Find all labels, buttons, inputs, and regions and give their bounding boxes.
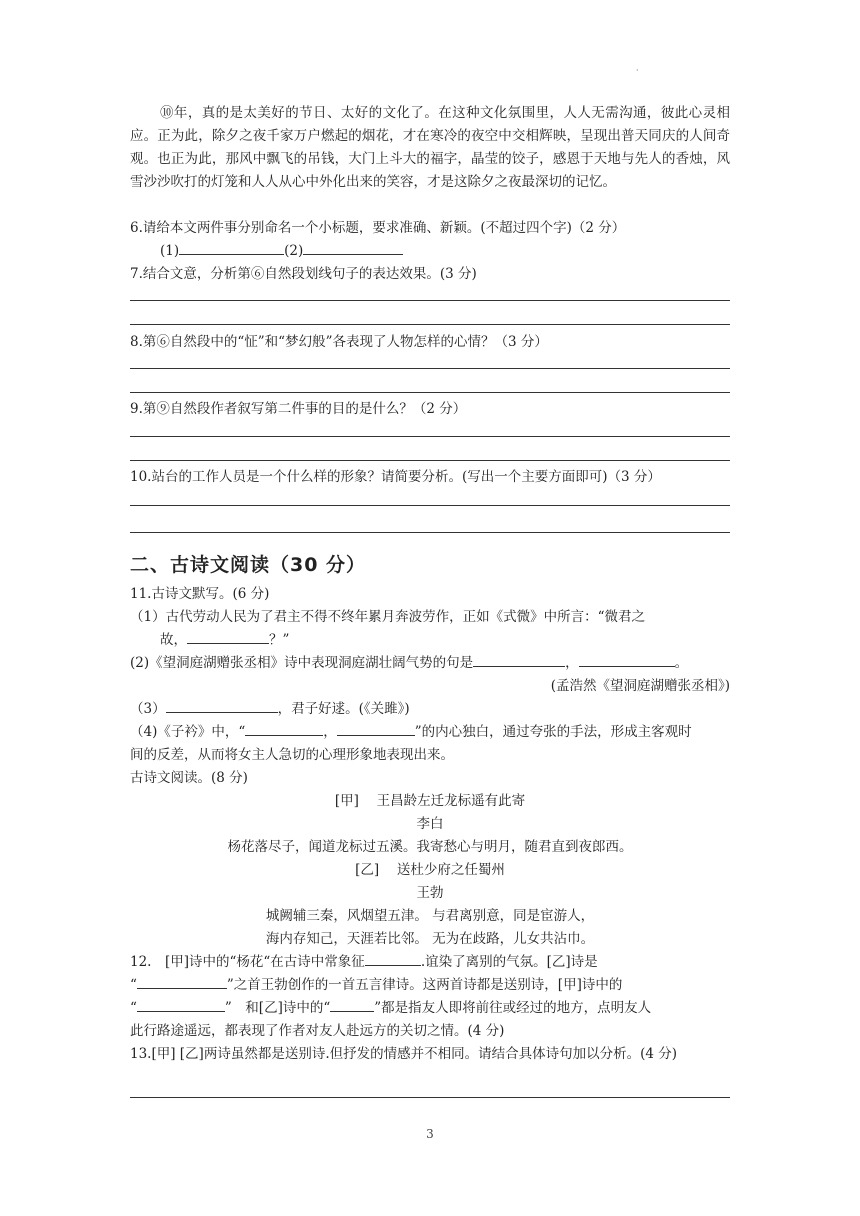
question-12-line3 [130, 997, 651, 1020]
question-6-blanks [160, 240, 403, 263]
question-12-line1 [130, 951, 598, 974]
question-11-4-line1 [130, 721, 692, 744]
answer-blank[interactable] [137, 974, 227, 989]
answer-blank[interactable] [187, 629, 269, 644]
answer-blank[interactable] [473, 652, 565, 667]
poem-2-author: 王勃 [416, 885, 444, 901]
question-8: 8.第⑥自然段中的“怔”和“梦幻般”各表现了人物怎样的心情？（3 分） [130, 334, 548, 350]
question-11-4-line2: 间的反差，从而将女主人急切的心理形象地表现出来。 [130, 747, 454, 763]
text: ”的内心独白，通过夸张的手法，形成主客观时 [414, 724, 692, 740]
question-11: 11.古诗文默写。(6 分) [130, 586, 270, 602]
text: “ [130, 977, 137, 993]
text: ？” [269, 632, 290, 648]
answer-blank[interactable] [330, 997, 374, 1012]
text: ， [565, 655, 579, 671]
blank-1-label: (1) [160, 243, 180, 259]
question-11-1-line1: （1）古代劳动人民为了君主不得不终年累月奔波劳作，正如《式微》中所言：“微君之 [130, 609, 645, 625]
answer-blank-2[interactable] [303, 240, 403, 255]
text: 。 [674, 655, 689, 671]
answer-line[interactable] [130, 300, 730, 301]
question-11-2-source: (孟浩然《望洞庭湖赠张丞相》) [550, 678, 730, 694]
text: 故， [160, 632, 187, 648]
text: (2)《望洞庭湖赠张丞相》诗中表现洞庭湖壮阔气势的句是 [130, 655, 474, 671]
answer-line[interactable] [130, 532, 730, 533]
paragraph-10: ⑩年，真的是太美好的节日、太好的文化了。在这种文化氛围里，人人无需沟通，彼此心灵相应。正为此，除夕之夜千家万户燃起的烟花，才在寒冷的夜空中交相辉映，呈现出普天同庆的人间奇观。也正为此，那风中飘飞的吊钱，大门上斗大的福字，晶莹的饺子，感恩于天地与先人的香烛，风雪沙沙吹打的灯笼和人人从心中外化出来的笑容，才是这除夕之夜最深切的记忆。 [130, 105, 730, 190]
answer-blank-1[interactable] [179, 240, 284, 255]
question-12-line4: 此行路途遥远，都表现了作者对友人赴远方的关切之情。(4 分) [130, 1023, 505, 1039]
poem-reading-intro: 古诗文阅读。(8 分) [130, 770, 248, 786]
text: ， [323, 724, 337, 740]
answer-blank[interactable] [579, 652, 675, 667]
question-10: 10.站台的工作人员是一个什么样的形象？请简要分析。(写出一个主要方面即可)（3 分） [130, 469, 661, 485]
answer-blank[interactable] [137, 997, 225, 1012]
text: ” 和[乙]诗中的“ [224, 1000, 331, 1016]
question-12-line2 [130, 974, 622, 997]
text: .谊染了离别的气氛。[乙]诗是 [420, 954, 598, 970]
text: ”都是指友人即将前往或经过的地方，点明友人 [374, 1000, 652, 1016]
answer-blank[interactable] [337, 721, 415, 736]
question-11-2 [130, 652, 688, 675]
question-7: 7.结合文意，分析第⑥自然段划线句子的表达效果。(3 分) [130, 266, 477, 282]
poem-2-line-2: 海内存知己，天涯若比邻。 无为在歧路，儿女共沾巾。 [265, 931, 595, 947]
question-13: 13.[甲] [乙]两诗虽然都是送别诗.但抒发的情感并不相同。请结合具体诗句加以分析。(4 分) [130, 1046, 678, 1062]
answer-line[interactable] [130, 505, 730, 506]
text: 12. [甲]诗中的“杨花“在古诗中常象征 [130, 954, 365, 970]
text: “ [130, 1000, 137, 1016]
question-6: 6.请给本文两件事分别命名一个小标题，要求准确、新颖。(不超过四个字)（2 分） [130, 220, 626, 236]
text: ，君子好逑。(《关雎》) [277, 701, 410, 717]
blank-2-label: (2) [284, 243, 304, 259]
question-11-1-line2 [160, 629, 289, 652]
corner-mark: · [636, 66, 639, 75]
poem-2-line-1: 城阙辅三秦，风烟望五津。 与君离别意，同是宦游人， [265, 908, 595, 924]
answer-line[interactable] [130, 324, 730, 325]
answer-blank[interactable] [365, 951, 421, 966]
poem-2-title: [乙] 送杜少府之任蜀州 [355, 862, 505, 878]
answer-line[interactable] [130, 460, 730, 461]
question-9: 9.第⑨自然段作者叙写第二件事的目的是什么？（2 分） [130, 401, 467, 417]
text: ”之首王勃创作的一首五言律诗。这两首诗都是送别诗，[甲]诗中的 [226, 977, 623, 993]
answer-line[interactable] [130, 1097, 730, 1098]
text: （3） [130, 701, 166, 717]
poem-1-author: 李白 [416, 816, 444, 832]
answer-line[interactable] [130, 436, 730, 437]
poem-1-text: 杨花落尽子，闻道龙标过五溪。我寄愁心与明月，随君直到夜郎西。 [227, 839, 633, 855]
answer-blank[interactable] [245, 721, 323, 736]
question-11-3 [130, 698, 410, 721]
answer-blank[interactable] [166, 698, 278, 713]
poem-1-title: [甲] 王昌龄左迁龙标遥有此寄 [334, 793, 526, 809]
section-heading: 二、古诗文阅读（30 分） [130, 554, 367, 576]
page-number: 3 [426, 1127, 434, 1141]
answer-line[interactable] [130, 392, 730, 393]
answer-line[interactable] [130, 368, 730, 369]
text: （4)《子衿》中，“ [130, 724, 246, 740]
